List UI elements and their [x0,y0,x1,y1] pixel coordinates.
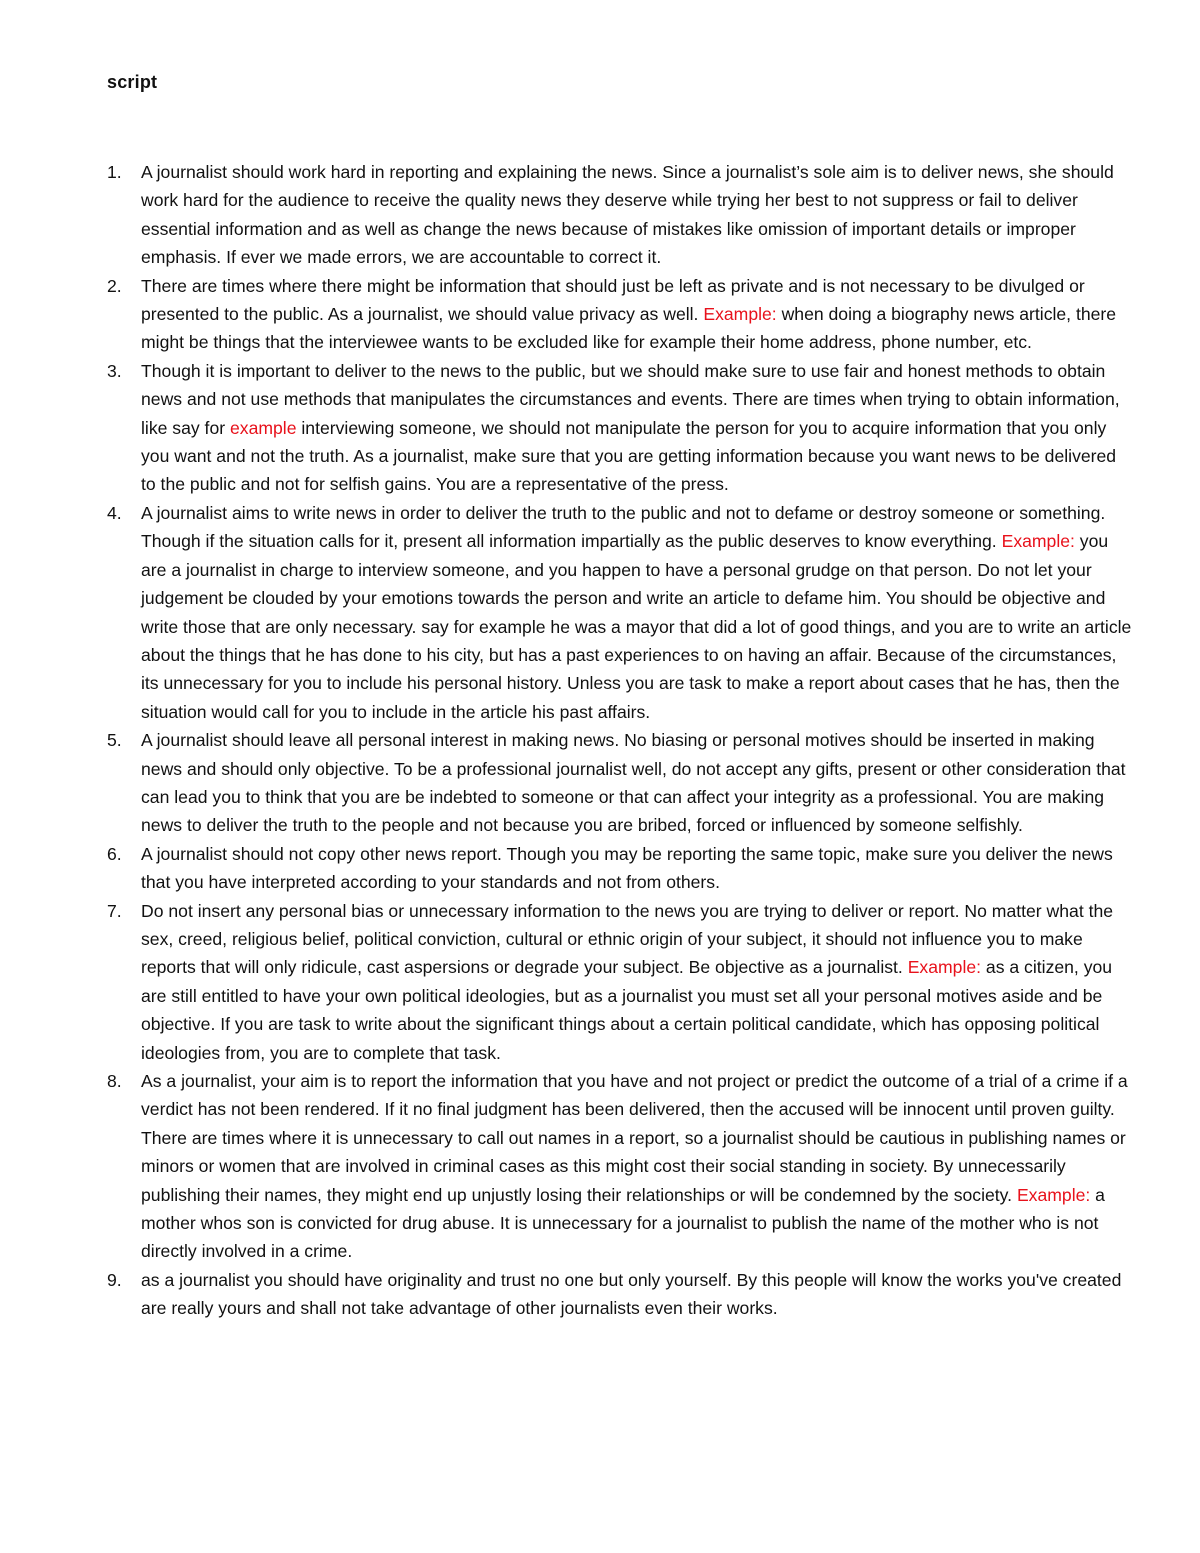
list-item-text: A journalist aims to write news in order to deliver the truth to the public and not to defame or destroy someone or something. Though if the situation calls for it, present all information impartially as the public deserves to know everything. [141,502,1106,552]
list-item-text: There are times where there might be information that should just be left as private and is not necessary to be divulged or presented to the public. As a journalist, we should value privacy as well. [141,275,1085,325]
list-item [107,897,1132,1067]
list-item-number: 9. [107,1269,122,1290]
list-item-text: Do not insert any personal bias or unnecessary information to the news you are trying to deliver or report. No matter what the sex, creed, religious belief, political conviction, cultural or ethnic origin of your subject, it should not influence you to make reports that will only ridicule, cast aspersions or degrade your subject. Be objective as a journalist. [141,900,1114,978]
list-item [107,1266,1132,1323]
list-item-text: As a journalist, your aim is to report the information that you have and not project or predict the outcome of a trial of a crime if a verdict has not been rendered. If it no final judgment has been delivered, then the accused will be innocent until proven guilty. There are times where it is unnecessary to call out names in a report, so a journalist should be cautious in publishing names or minors or women that are involved in criminal cases as this might cost their social standing in society. By unnecessarily publishing their names, they might end up unjustly losing their relationships or will be condemned by the society. [141,1071,1128,1205]
list-item [107,726,1132,840]
list-item-number: 2. [107,275,122,296]
list-item [107,499,1132,726]
list-item-text: interviewing someone, we should not manipulate the person for you to acquire information that you only you want and not the truth. As a journalist, make sure that you are getting information because you want news to be delivered to the public and not for selfish gains. You are a representative of the press. [141,417,1117,495]
example-label: Example: [703,304,777,325]
list-item-number: 6. [107,843,122,864]
list-item-text: a mother whos son is convicted for drug abuse. It is unnecessary for a journalist to publish the name of the mother who is not directly involved in a crime. [141,1184,1105,1262]
document-title: script [107,72,158,92]
example-label: Example: [907,957,982,978]
list-item-text: when doing a biography news article, there might be things that the interviewee wants to be excluded like for example their home address, phone number, etc. [141,304,1117,353]
list-item-text: you are a journalist in charge to interview someone, and you happen to have a personal grudge on that person. Do not let your judgement be clouded by your emotions towards the person and write an article to defame him. You should be objective and write those that are only necessary. say for example he was a mayor that did a lot of good things, and you are to write an article about the things that he has done to his city, but has a past experiences to on having an affair. Because of the circumstances, its unnecessary for you to include his personal history. Unless you are task to make a report about cases that he has, then the situation would call for you to include in the article his past affairs. [141,531,1132,722]
example-label: example [229,417,297,438]
list-item-text: A journalist should leave all personal interest in making news. No biasing or personal motives should be inserted in making news and should only objective. To be a professional journalist well, do not accept any gifts, present or other consideration that can lead you to think that you are be indebted to someone or that can affect your integrity as a professional. You are making news to deliver the truth to the people and not because you are bribed, forced or influenced by someone selfishly. [141,730,1126,836]
example-label: Example: [1001,531,1075,552]
list-item [107,357,1132,499]
example-label: Example: [1016,1184,1091,1205]
list-item [107,1067,1132,1266]
list-item [107,840,1132,897]
numbered-list [107,158,1132,1323]
list-item-number: 5. [107,730,122,751]
list-item [107,158,1132,272]
list-item-number: 1. [107,162,122,182]
list-item-number: 7. [107,900,122,921]
list-item-text: Though it is important to deliver to the news to the public, but we should make sure to use fair and honest methods to obtain news and not use methods that manipulates the circumstances and events. There are times when trying to obtain information, like say for [141,360,1120,438]
list-item-number: 4. [107,502,122,523]
list-item [107,272,1132,357]
list-item-number: 3. [107,360,122,381]
list-item-number: 8. [107,1071,122,1091]
list-item-text: A journalist should not copy other news report. Though you may be reporting the same topic, make sure you deliver the news that you have interpreted according to your standards and not from others. [141,843,1113,893]
list-item-text: as a citizen, you are still entitled to have your own political ideologies, but as a journalist you must set all your personal motives aside and be objective. If you are task to write about the significant things about a certain political candidate, which has opposing political ideologies from, you are to complete that task. [141,957,1113,1063]
list-item-text: as a journalist you should have originality and trust no one but only yourself. By this people will know the works you've created are really yours and shall not take advantage of other journalists even their works. [141,1269,1122,1319]
list-item-text: A journalist should work hard in reporting and explaining the news. Since a journalist’s sole aim is to deliver news, she should work hard for the audience to receive the quality news they deserve while trying her best to not suppress or fail to deliver essential information and as well as change the news because of mistakes like omission of important details or improper emphasis. If ever we made errors, we are accountable to correct it. [141,162,1114,268]
